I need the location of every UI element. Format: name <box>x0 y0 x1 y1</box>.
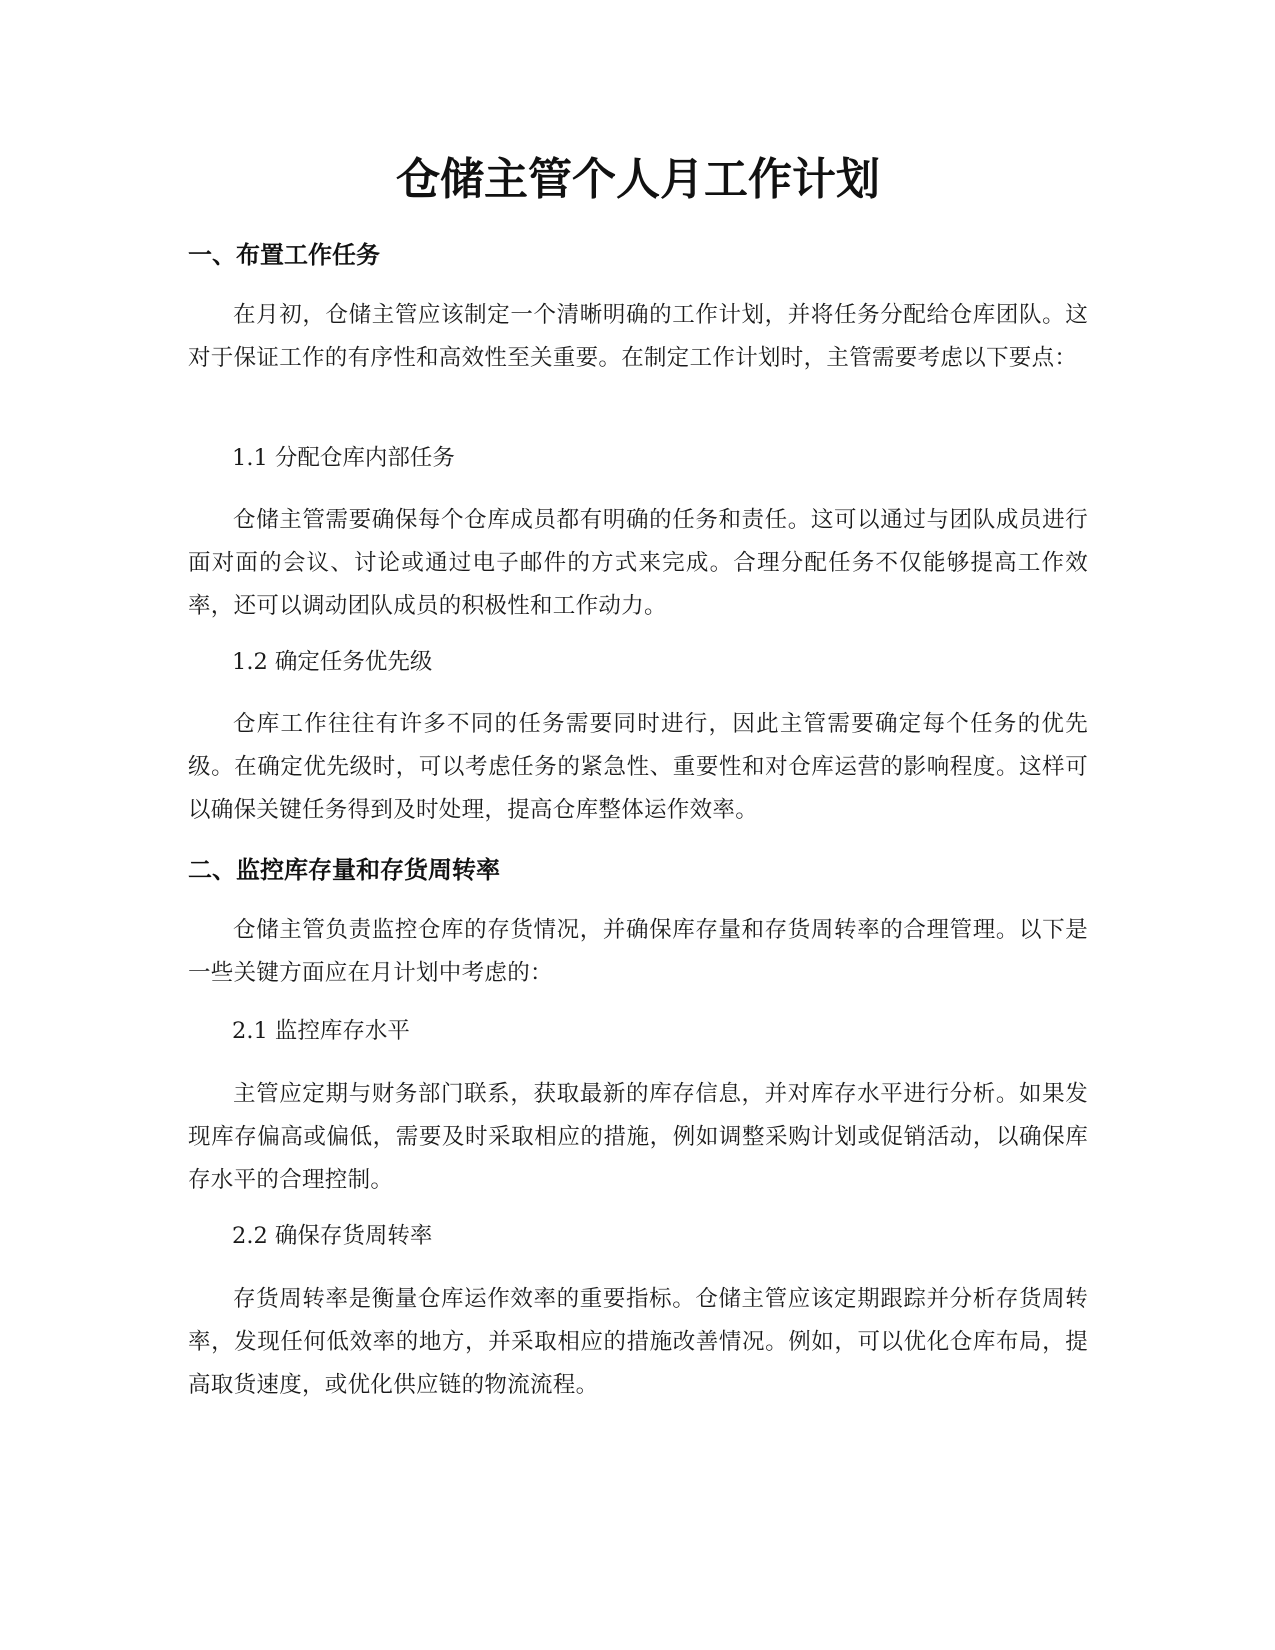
subsection-2-2-paragraph: 存货周转率是衡量仓库运作效率的重要指标。仓储主管应该定期跟踪并分析存货周转率，发现任何低效率的地方，并采取相应的措施改善情况。例如，可以优化仓库布局，提高取货速度，或优化供应链的物流流程。 <box>188 1286 1088 1398</box>
subsection-1-2-paragraph: 仓库工作往往有许多不同的任务需要同时进行，因此主管需要确定每个任务的优先级。在确定优先级时，可以考虑任务的紧急性、重要性和对仓库运营的影响程度。这样可以确保关键任务得到及时处理，提高仓库整体运作效率。 <box>188 711 1088 823</box>
subsection-heading-2-1: 2.1 监控库存水平 <box>232 1018 410 1044</box>
document-title: 仓储主管个人月工作计划 <box>396 154 880 205</box>
subsection-1-1-paragraph: 仓储主管需要确保每个仓库成员都有明确的任务和责任。这可以通过与团队成员进行面对面的会议、讨论或通过电子邮件的方式来完成。合理分配任务不仅能够提高工作效率，还可以调动团队成员的积极性和工作动力。 <box>188 507 1088 619</box>
subsection-heading-1-2: 1.2 确定任务优先级 <box>232 649 433 675</box>
section-heading-1: 一、布置工作任务 <box>188 241 380 269</box>
section-1-intro-paragraph: 在月初，仓储主管应该制定一个清晰明确的工作计划，并将任务分配给仓库团队。这对于保证工作的有序性和高效性至关重要。在制定工作计划时，主管需要考虑以下要点： <box>188 302 1088 371</box>
subsection-heading-1-1: 1.1 分配仓库内部任务 <box>232 445 455 471</box>
section-2-intro-paragraph: 仓储主管负责监控仓库的存货情况，并确保库存量和存货周转率的合理管理。以下是一些关键方面应在月计划中考虑的： <box>188 917 1088 986</box>
section-heading-2: 二、监控库存量和存货周转率 <box>188 856 500 884</box>
subsection-heading-2-2: 2.2 确保存货周转率 <box>232 1223 433 1249</box>
subsection-2-1-paragraph: 主管应定期与财务部门联系，获取最新的库存信息，并对库存水平进行分析。如果发现库存偏高或偏低，需要及时采取相应的措施，例如调整采购计划或促销活动，以确保库存水平的合理控制。 <box>188 1081 1088 1193</box>
